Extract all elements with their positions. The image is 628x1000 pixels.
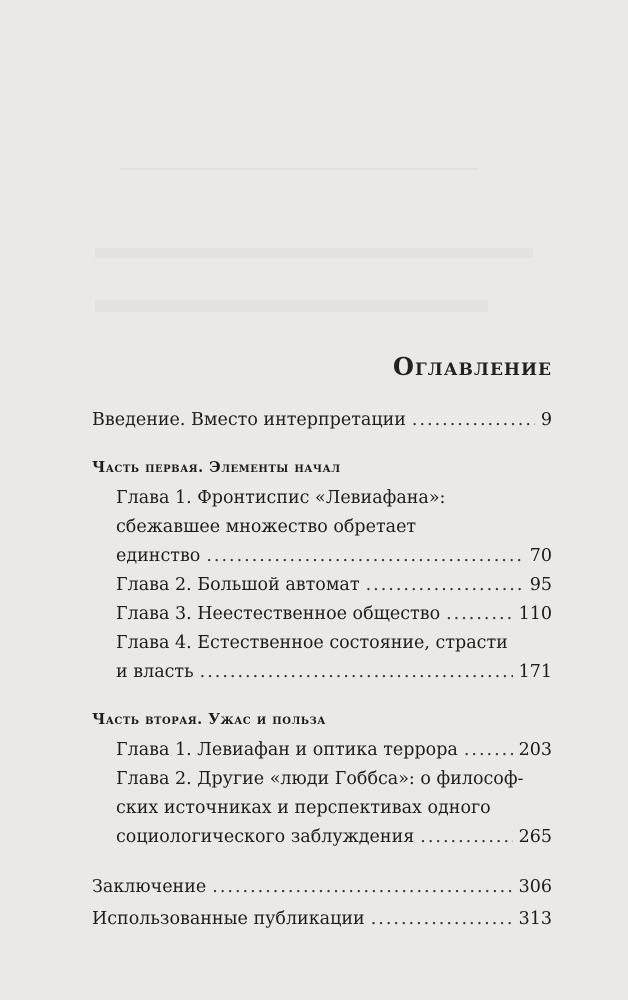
part-one-heading: Часть первая. Элементы начал xyxy=(92,459,341,476)
toc-title: Оглавление xyxy=(393,352,552,381)
toc-entry-part2-ch1[interactable] xyxy=(92,736,552,765)
toc-entry-part1-ch3[interactable] xyxy=(92,600,552,629)
entry-line: ских источниках и перспективах одного xyxy=(116,798,491,818)
dot-leader xyxy=(212,873,512,902)
entry-label: Введение. Вместо интерпретации xyxy=(92,410,406,430)
entry-line: Глава 4. Естественное состояние, страсти xyxy=(116,633,508,653)
entry-label: Глава 1. Левиафан и оптика террора xyxy=(116,740,458,760)
entry-label: социологического заблуждения xyxy=(116,827,415,847)
dot-leader xyxy=(420,823,512,852)
entry-page: 95 xyxy=(529,575,552,595)
toc-entry-part1-ch1[interactable] xyxy=(92,484,552,571)
part-two-heading: Часть вторая. Ужас и польза xyxy=(92,711,326,728)
entry-line: Глава 2. Другие «люди Гоббса»: о философ- xyxy=(116,769,524,789)
entry-page: 313 xyxy=(518,909,552,929)
bleed-through-mark xyxy=(120,168,478,170)
dot-leader xyxy=(464,736,513,765)
table-of-contents xyxy=(92,406,552,934)
dot-leader xyxy=(371,905,513,934)
entry-page: 265 xyxy=(518,827,552,847)
entry-line: Глава 1. Фронтиспис «Левиафана»: xyxy=(116,488,446,508)
entry-page: 171 xyxy=(518,662,552,682)
bleed-through-mark xyxy=(95,300,488,312)
dot-leader xyxy=(366,571,524,600)
toc-entry-part2-ch2[interactable] xyxy=(92,765,552,852)
entry-page: 203 xyxy=(518,740,552,760)
entry-page: 70 xyxy=(529,546,552,566)
entry-label: Глава 2. Большой автомат xyxy=(116,575,360,595)
toc-entry-publications[interactable] xyxy=(92,905,552,934)
dot-leader xyxy=(412,406,535,435)
dot-leader xyxy=(200,658,513,687)
entry-page: 306 xyxy=(518,877,552,897)
bleed-through-mark xyxy=(95,248,533,258)
toc-entry-part1-ch2[interactable] xyxy=(92,571,552,600)
entry-page: 110 xyxy=(518,604,552,624)
entry-label: единство xyxy=(116,546,201,566)
toc-entry-intro[interactable] xyxy=(92,406,552,435)
toc-entry-conclusion[interactable] xyxy=(92,873,552,902)
dot-leader xyxy=(446,600,512,629)
entry-label: Глава 3. Неестественное общество xyxy=(116,604,441,624)
dot-leader xyxy=(206,542,523,571)
entry-label: Заключение xyxy=(92,877,207,897)
toc-entry-part1-ch4[interactable] xyxy=(92,629,552,687)
entry-page: 9 xyxy=(540,410,552,430)
entry-line: сбежавшее множество обретает xyxy=(116,517,417,537)
entry-label: Использованные публикации xyxy=(92,909,365,929)
entry-label: и власть xyxy=(116,662,194,682)
